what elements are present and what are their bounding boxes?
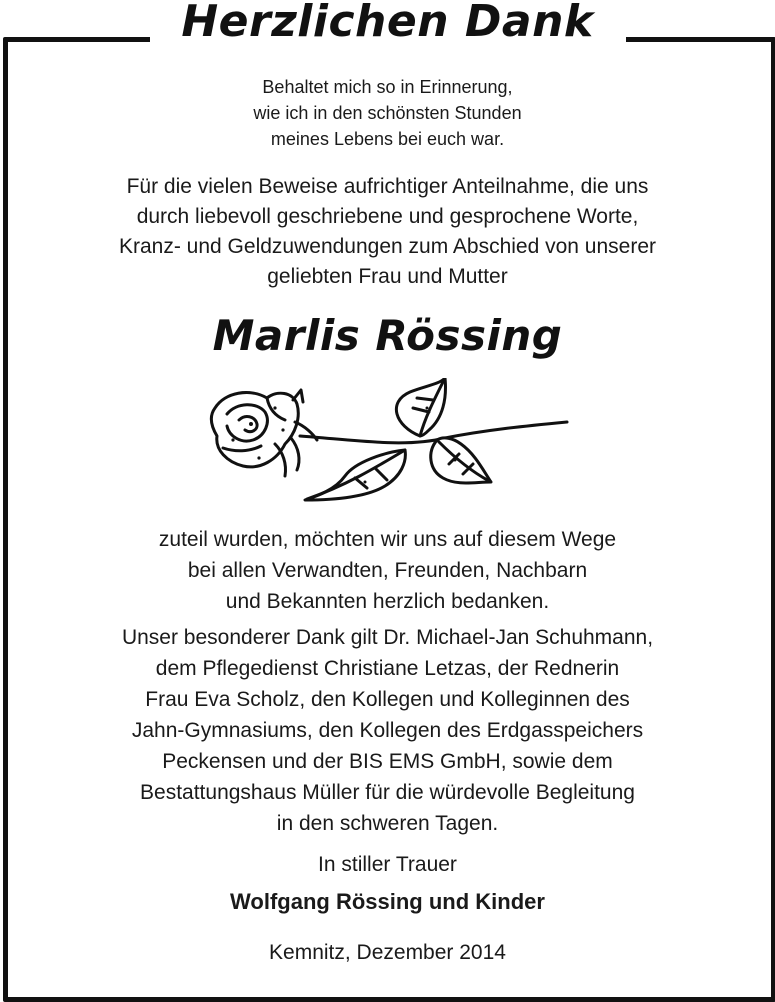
- signer-name: Wolfgang Rössing und Kinder: [230, 889, 545, 914]
- place-date: Kemnitz, Dezember 2014: [269, 941, 506, 964]
- quote-line: Behaltet mich so in Erinnerung,: [262, 77, 513, 97]
- intro-line: durch liebevoll geschriebene und gesprochene Worte,: [136, 205, 639, 228]
- special-thanks-line: in den schweren Tagen.: [276, 812, 499, 835]
- intro-paragraph: [0, 172, 775, 292]
- special-thanks-line: Frau Eva Scholz, den Kollegen und Kolleginnen des: [145, 688, 630, 711]
- special-thanks-paragraph: [0, 622, 775, 839]
- special-thanks-line: dem Pflegedienst Christiane Letzas, der Rednerin: [155, 657, 620, 680]
- intro-line: geliebten Frau und Mutter: [267, 265, 508, 288]
- intro-line: Für die vielen Beweise aufrichtiger Anteilnahme, die uns: [126, 175, 649, 198]
- thanks-line: und Bekannten herzlich bedanken.: [225, 590, 550, 613]
- quote-line: meines Lebens bei euch war.: [270, 129, 505, 149]
- quote-line: wie ich in den schönsten Stunden: [253, 103, 522, 123]
- notice-heading: Herzlichen Dank: [181, 0, 594, 47]
- thanks-paragraph: [0, 524, 775, 617]
- memorial-quote: [0, 74, 775, 152]
- special-thanks-line: Unser besonderer Dank gilt Dr. Michael-Jan Schuhmann,: [121, 626, 654, 649]
- rose-icon: [205, 378, 570, 503]
- intro-line: Kranz- und Geldzuwendungen zum Abschied von unserer: [119, 235, 656, 258]
- deceased-name: Marlis Rössing: [212, 311, 563, 360]
- thanks-line: bei allen Verwandten, Freunden, Nachbarn: [187, 559, 588, 582]
- special-thanks-line: Bestattungshaus Müller für die würdevolle Begleitung: [140, 781, 635, 804]
- special-thanks-line: Peckensen und der BIS EMS GmbH, sowie dem: [162, 750, 613, 773]
- mourning-line: In stiller Trauer: [318, 853, 457, 876]
- special-thanks-line: Jahn-Gymnasiums, den Kollegen des Erdgasspeichers: [131, 719, 644, 742]
- thanks-line: zuteil wurden, möchten wir uns auf diesem Wege: [158, 528, 617, 551]
